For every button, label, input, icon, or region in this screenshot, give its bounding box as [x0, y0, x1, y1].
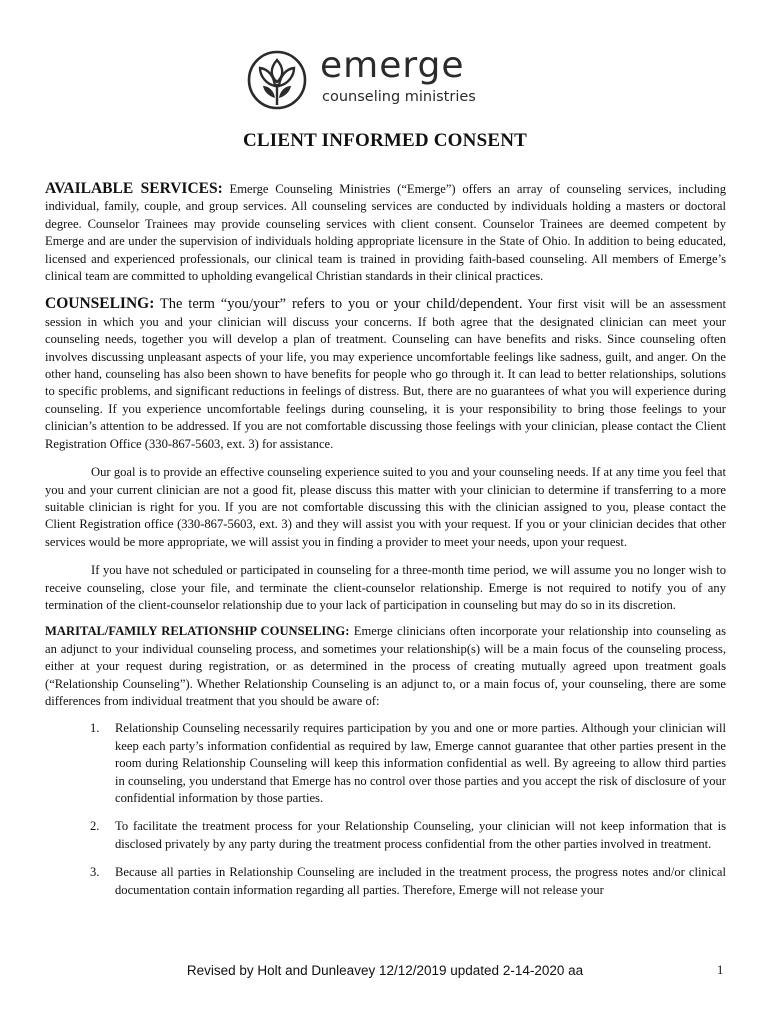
marital-heading: MARITAL/FAMILY RELATIONSHIP COUNSELING: — [45, 624, 350, 639]
marital-section — [45, 623, 726, 710]
available-services-section — [45, 180, 726, 285]
list-item-text: Because all parties in Relationship Counseling are included in the treatment process, the progress notes and/or clinical documentation contain information regarding all parties. Therefore, Emerge will not release your — [115, 865, 726, 897]
page-footer — [0, 963, 770, 983]
counseling-section — [45, 295, 726, 453]
counseling-termination-paragraph: If you have not scheduled or participated in counseling for a three-month time period, we will assume you no longer wish to receive counseling, close your file, and terminate the client-counselor relationship. Emerge is not required to notify you of any termination of the client-counselor relationship due to your lack of participation in counseling but may do so in its discretion. — [45, 563, 726, 612]
counseling-lead: The term “you/your” refers to you or your child/dependent. — [159, 296, 523, 313]
counseling-heading: COUNSELING: — [45, 295, 155, 313]
list-item-number: 2. — [90, 819, 100, 834]
page-number: 1 — [717, 963, 724, 977]
available-services-text: Emerge Counseling Ministries (“Emerge”) offers an array of counseling services, including individual, family, couple, and group services. All counseling services are conducted by individuals holding a masters or doctoral degree. Counselor Trainees may provide counseling services with client consent. Counselor Trainees are deemed competent by Emerge and are under the supervision of individuals holding appropriate licensure in the State of Ohio. In addition to being educated, licensed and experienced professionals, our clinical team is trained in providing faith-based counseling. All members of Emerge’s clinical team are committed to upholding evangelical Christian standards in their clinical practices. — [45, 182, 727, 284]
list-item — [45, 864, 726, 899]
leaf-logo-icon — [246, 48, 308, 112]
marital-text: Emerge clinicians often incorporate your relationship into counseling as an adjunct to your individual counseling process, and sometimes your relationship(s) will be a main focus of the counseling process, either at your request during registration, or as determined in the process of creating mutually agreed upon treatment goals (“Relationship Counseling”). Whether Relationship Counseling is an adjunct to, or a main focus of, your counseling, there are some differences from individual treatment that you should be aware of: — [45, 624, 726, 708]
document-body — [45, 180, 726, 910]
list-item-number: 3. — [90, 865, 100, 880]
list-item — [45, 720, 726, 807]
logo-wordmark: emerge — [320, 45, 465, 86]
counseling-text: Your first visit will be an assessment session in which you and your clinician will discuss your concerns. If both agree that the designated clinician can meet your counseling needs, together you will develop a plan of treatment. Counseling can have benefits and risks. Since counseling often involves discussing unpleasant aspects of your life, you may experience uncomfortable feelings like sadness, guilt, and anger. On the other hand, counseling has also been shown to have benefits for people who go through it. It can lead to better relationships, solutions to specific problems, and significant reductions in feelings of distress. But, there are no guarantees of what you will experience during counseling. If you experience uncomfortable feelings during counseling, it is your responsibility to bring those feelings to your clinician’s attention to be addressed. If you are not comfortable discussing those feelings with your clinician, please contact the Client Registration Office (330-867-5603, ext. 3) for assistance. — [45, 297, 727, 451]
page-title: CLIENT INFORMED CONSENT — [242, 130, 527, 151]
counseling-goal-paragraph: Our goal is to provide an effective counseling experience suited to you and your counseling needs. If at any time you feel that you and your current clinician are not a good fit, please discuss this matter with your clinician to determine if transferring to a more suitable clinician is right for you. If you are not comfortable discussing this with the clinician assigned to you, please contact the Client Registration office (330-867-5603, ext. 3) and they will assist you with your request. If you or your clinician decides that other services would be more appropriate, we will assist you in finding a provider to meet your needs, upon your request. — [45, 465, 726, 549]
list-item-number: 1. — [90, 721, 100, 736]
relationship-counseling-list — [45, 720, 726, 899]
available-services-heading: AVAILABLE SERVICES: — [45, 180, 223, 197]
logo-subtitle: counseling ministries — [322, 89, 476, 105]
list-item-text: Relationship Counseling necessarily requires participation by you and one or more parties. Although your clinician will keep each party’s information confidential as required by law, Emerge cannot guarantee that other parties present in the room during Relationship Counseling will keep this information confidential as well. By agreeing to allow third parties in counseling, you understand that Emerge has no control over those parties and you accept the risk of disclosure of your confidential information by those parties. — [115, 721, 726, 805]
revision-note: Revised by Holt and Dunleavey 12/12/2019 updated 2-14-2020 aa — [186, 963, 584, 978]
emerge-logo — [246, 45, 506, 112]
list-item — [45, 818, 726, 853]
list-item-text: To facilitate the treatment process for your Relationship Counseling, your clinician will not keep information that is disclosed privately by any party during the treatment process confidential from the other parties involved in treatment. — [115, 819, 726, 851]
